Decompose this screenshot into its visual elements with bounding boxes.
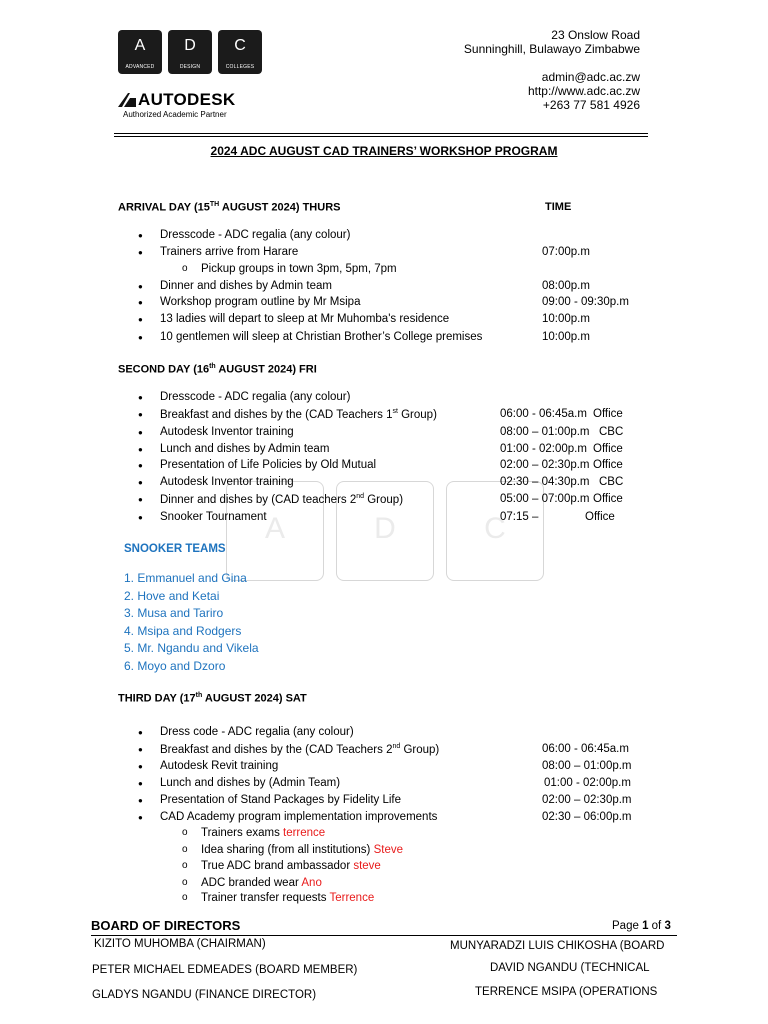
day2-time: 07:15 – xyxy=(500,511,539,523)
day2-item: Presentation of Life Policies by Old Mutual xyxy=(160,459,377,471)
watermark-box-c: C xyxy=(446,481,544,581)
address-email[interactable]: admin@adc.ac.zw xyxy=(541,70,640,84)
day1-item: Trainers arrive from Harare xyxy=(160,246,299,258)
board-member: GLADYS NGANDU (FINANCE DIRECTOR) xyxy=(92,989,317,1001)
day2-place: Office xyxy=(593,493,623,505)
board-member: TERRENCE MSIPA (OPERATIONS xyxy=(475,986,658,998)
day1-item: 10 gentlemen will sleep at Christian Brother’s College premises xyxy=(160,331,483,343)
day1-item: 13 ladies will depart to sleep at Mr Muhomba's residence xyxy=(160,313,450,325)
header-rule-top xyxy=(114,133,648,134)
snooker-team: 4. Msipa and Rodgers xyxy=(124,624,242,638)
day1-time: 08:00p.m xyxy=(542,280,590,292)
day3-sub-item: True ADC brand ambassador steve xyxy=(201,860,381,872)
day1-item: Dinner and dishes by Admin team xyxy=(160,280,332,292)
sub-bullet: o xyxy=(182,263,188,274)
bullet: ● xyxy=(138,461,143,470)
day1-item: Dresscode - ADC regalia (any colour) xyxy=(160,229,351,241)
board-member: DAVID NGANDU (TECHNICAL xyxy=(490,962,650,974)
day2-time: 02:00 – 02:30p.m xyxy=(500,459,590,471)
board-member: KIZITO MUHOMBA (CHAIRMAN) xyxy=(94,938,266,950)
day3-sub-item: Trainer transfer requests Terrence xyxy=(201,892,375,904)
bullet: ● xyxy=(138,745,143,754)
sub-bullet: o xyxy=(182,877,188,888)
day2-place: Office xyxy=(593,459,623,471)
day2-item: Autodesk Inventor training xyxy=(160,476,294,488)
address-line1: 23 Onslow Road xyxy=(551,28,640,42)
day3-time: 06:00 - 06:45a.m xyxy=(542,743,629,755)
day1-time: 10:00p.m xyxy=(542,313,590,325)
day1-time: 09:00 - 09:30p.m xyxy=(542,296,629,308)
day3-time: 08:00 – 01:00p.m xyxy=(542,760,632,772)
board-member: PETER MICHAEL EDMEADES (BOARD MEMBER) xyxy=(92,964,358,976)
snooker-team: 1. Emmanuel and Gina xyxy=(124,571,247,585)
bullet: ● xyxy=(138,282,143,291)
bullet: ● xyxy=(138,445,143,454)
day3-time: 02:30 – 06:00p.m xyxy=(542,811,632,823)
bullet: ● xyxy=(138,478,143,487)
sub-bullet: o xyxy=(182,892,188,903)
bullet: ● xyxy=(138,315,143,324)
day2-heading: SECOND DAY (16th AUGUST 2024) FRI xyxy=(118,363,317,376)
day3-item: CAD Academy program implementation improvements xyxy=(160,811,438,823)
bullet: ● xyxy=(138,393,143,402)
autodesk-mark-icon xyxy=(118,93,136,107)
bullet: ● xyxy=(138,762,143,771)
page-number: Page 1 of 3 xyxy=(612,920,671,932)
day3-sub-item: Trainers exams terrence xyxy=(201,827,326,839)
board-heading: BOARD OF DIRECTORS xyxy=(91,918,241,933)
day1-sub-item: Pickup groups in town 3pm, 5pm, 7pm xyxy=(201,263,397,275)
page-title: 2024 ADC AUGUST CAD TRAINERS’ WORKSHOP PROGRAM xyxy=(210,144,558,158)
day2-time: 01:00 - 02:00p.m xyxy=(500,443,587,455)
day2-place: CBC xyxy=(599,476,624,488)
bullet: ● xyxy=(138,248,143,257)
watermark-box-a: A xyxy=(226,481,324,581)
snooker-team: 6. Moyo and Dzoro xyxy=(124,659,226,673)
day2-place: Office xyxy=(593,408,623,420)
sub-bullet: o xyxy=(182,827,188,838)
day2-item: Dresscode - ADC regalia (any colour) xyxy=(160,391,351,403)
day1-time: 10:00p.m xyxy=(542,331,590,343)
day2-item: Breakfast and dishes by the (CAD Teachers 1st Group) xyxy=(160,408,437,421)
day3-item: Breakfast and dishes by the (CAD Teachers 2nd Group) xyxy=(160,743,440,756)
day2-time: 06:00 - 06:45a.m xyxy=(500,408,587,420)
day3-heading: THIRD DAY (17th AUGUST 2024) SAT xyxy=(118,692,307,705)
sub-bullet: o xyxy=(182,860,188,871)
day1-item: Workshop program outline by Mr Msipa xyxy=(160,296,361,308)
bullet: ● xyxy=(138,298,143,307)
header-rule-bottom xyxy=(114,136,648,137)
day2-item: Dinner and dishes by (CAD teachers 2nd Group) xyxy=(160,493,404,506)
bullet: ● xyxy=(138,231,143,240)
watermark-box-d: D xyxy=(336,481,434,581)
day2-time: 08:00 – 01:00p.m xyxy=(500,426,590,438)
partner-label: Authorized Academic Partner xyxy=(123,110,227,119)
bullet: ● xyxy=(138,779,143,788)
day2-item: Autodesk Inventor training xyxy=(160,426,294,438)
bullet: ● xyxy=(138,333,143,342)
sub-bullet: o xyxy=(182,844,188,855)
bullet: ● xyxy=(138,428,143,437)
day3-item: Lunch and dishes by (Admin Team) xyxy=(160,777,341,789)
autodesk-brand: AUTODESK xyxy=(138,90,236,109)
time-header: TIME xyxy=(545,201,572,213)
logo-box-a: A ADVANCED xyxy=(118,30,162,74)
day2-time: 05:00 – 07:00p.m xyxy=(500,493,590,505)
day3-time: 01:00 - 02:00p.m xyxy=(544,777,631,789)
address-web[interactable]: http://www.adc.ac.zw xyxy=(527,84,640,98)
day1-heading: ARRIVAL DAY (15TH AUGUST 2024) THURS xyxy=(118,201,341,214)
day3-sub-item: Idea sharing (from all institutions) Steve xyxy=(201,844,403,856)
day2-place: CBC xyxy=(599,426,624,438)
bullet: ● xyxy=(138,813,143,822)
day2-time: 02:30 – 04:30p.m xyxy=(500,476,590,488)
day1-time: 07:00p.m xyxy=(542,246,590,258)
address-line2: Sunninghill, Bulawayo Zimbabwe xyxy=(463,42,640,56)
day3-item: Autodesk Revit training xyxy=(160,760,279,772)
logo-box-d: D DESIGN xyxy=(168,30,212,74)
day2-item: Snooker Tournament xyxy=(160,511,267,523)
snooker-heading: SNOOKER TEAMS xyxy=(124,543,226,555)
board-member: MUNYARADZI LUIS CHIKOSHA (BOARD xyxy=(450,940,665,952)
logo-box-c: C COLLEGES xyxy=(218,30,262,74)
day3-item: Presentation of Stand Packages by Fidelity Life xyxy=(160,794,402,806)
snooker-team: 3. Musa and Tariro xyxy=(124,606,224,620)
bullet: ● xyxy=(138,410,143,419)
bullet: ● xyxy=(138,796,143,805)
bullet: ● xyxy=(138,513,143,522)
bullet: ● xyxy=(138,728,143,737)
address-phone: +263 77 581 4926 xyxy=(542,98,640,112)
footer-rule xyxy=(91,935,677,936)
snooker-team: 2. Hove and Ketai xyxy=(124,589,220,603)
snooker-team: 5. Mr. Ngandu and Vikela xyxy=(124,641,259,655)
day2-item: Lunch and dishes by Admin team xyxy=(160,443,330,455)
bullet: ● xyxy=(138,495,143,504)
day2-place: Office xyxy=(593,443,623,455)
day3-sub-item: ADC branded wear Ano xyxy=(201,877,322,889)
day2-place: Office xyxy=(585,511,615,523)
day3-item: Dress code - ADC regalia (any colour) xyxy=(160,726,354,738)
day3-time: 02:00 – 02:30p.m xyxy=(542,794,632,806)
